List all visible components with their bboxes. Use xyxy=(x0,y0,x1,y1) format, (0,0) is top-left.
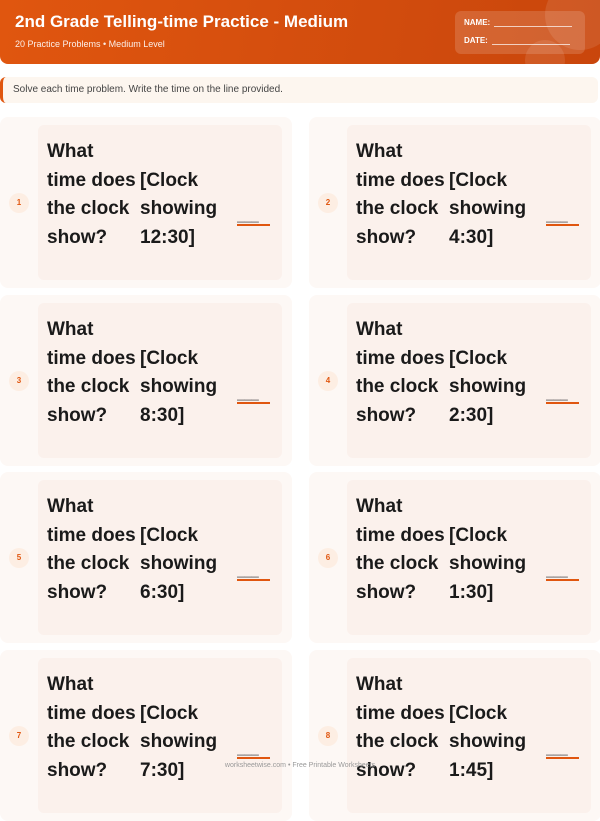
answer-line[interactable]: ___ xyxy=(546,388,579,404)
clock-placeholder: [Clock showing 1:45] xyxy=(449,702,527,782)
problem-number: 6 xyxy=(318,548,338,568)
problem-card xyxy=(309,650,600,821)
question-text: What time does the clock show? xyxy=(356,141,445,249)
clock-placeholder: [Clock showing 7:30] xyxy=(140,702,218,782)
answer-line[interactable]: ___ xyxy=(237,565,270,581)
problem-body xyxy=(347,125,591,280)
answer-line[interactable]: ___ xyxy=(546,743,579,759)
question-text: What time does the clock show? xyxy=(47,496,136,604)
problem-number: 3 xyxy=(9,371,29,391)
problem-body xyxy=(347,303,591,458)
name-field[interactable] xyxy=(464,18,572,27)
page-title: 2nd Grade Telling-time Practice - Medium xyxy=(15,12,349,31)
clock-placeholder: [Clock showing 12:30] xyxy=(140,169,218,249)
answer-line[interactable]: ___ xyxy=(546,210,579,226)
clock-placeholder: [Clock showing 1:30] xyxy=(449,524,527,604)
problem-card xyxy=(0,117,292,288)
problem-card xyxy=(0,650,292,821)
problem-body xyxy=(38,125,282,280)
answer-line[interactable]: ___ xyxy=(237,388,270,404)
question-text: What time does the clock show? xyxy=(356,319,445,427)
name-label: NAME: xyxy=(464,18,491,27)
problem-card xyxy=(309,472,600,643)
problem-body xyxy=(38,480,282,635)
worksheet-header xyxy=(0,0,600,64)
instructions: Solve each time problem. Write the time on the line provided. xyxy=(0,77,598,103)
date-label: DATE: xyxy=(464,36,488,45)
problem-number: 7 xyxy=(9,726,29,746)
problem-number: 4 xyxy=(318,371,338,391)
problem-number: 5 xyxy=(9,548,29,568)
problem-card xyxy=(309,295,600,466)
page-subtitle: 20 Practice Problems • Medium Level xyxy=(15,39,165,49)
clock-placeholder: [Clock showing 4:30] xyxy=(449,169,527,249)
problem-number: 8 xyxy=(318,726,338,746)
date-field[interactable] xyxy=(464,36,570,45)
question-text: What time does the clock show? xyxy=(47,141,136,249)
question-text: What time does the clock show? xyxy=(356,674,445,782)
problem-body xyxy=(347,658,591,813)
question-text: What time does the clock show? xyxy=(47,674,136,782)
problem-body xyxy=(347,480,591,635)
answer-line[interactable]: ___ xyxy=(546,565,579,581)
clock-placeholder: [Clock showing 2:30] xyxy=(449,347,527,427)
problem-card xyxy=(309,117,600,288)
name-date-box xyxy=(455,11,585,54)
answer-line[interactable]: ___ xyxy=(237,210,270,226)
problem-number: 2 xyxy=(318,193,338,213)
clock-placeholder: [Clock showing 6:30] xyxy=(140,524,218,604)
problem-body xyxy=(38,303,282,458)
problem-number: 1 xyxy=(9,193,29,213)
question-text: What time does the clock show? xyxy=(356,496,445,604)
question-text: What time does the clock show? xyxy=(47,319,136,427)
footer: worksheetwise.com • Free Printable Worksheets xyxy=(224,762,376,769)
problem-body xyxy=(38,658,282,813)
problem-card xyxy=(0,472,292,643)
answer-line[interactable]: ___ xyxy=(237,743,270,759)
problem-card xyxy=(0,295,292,466)
clock-placeholder: [Clock showing 8:30] xyxy=(140,347,218,427)
